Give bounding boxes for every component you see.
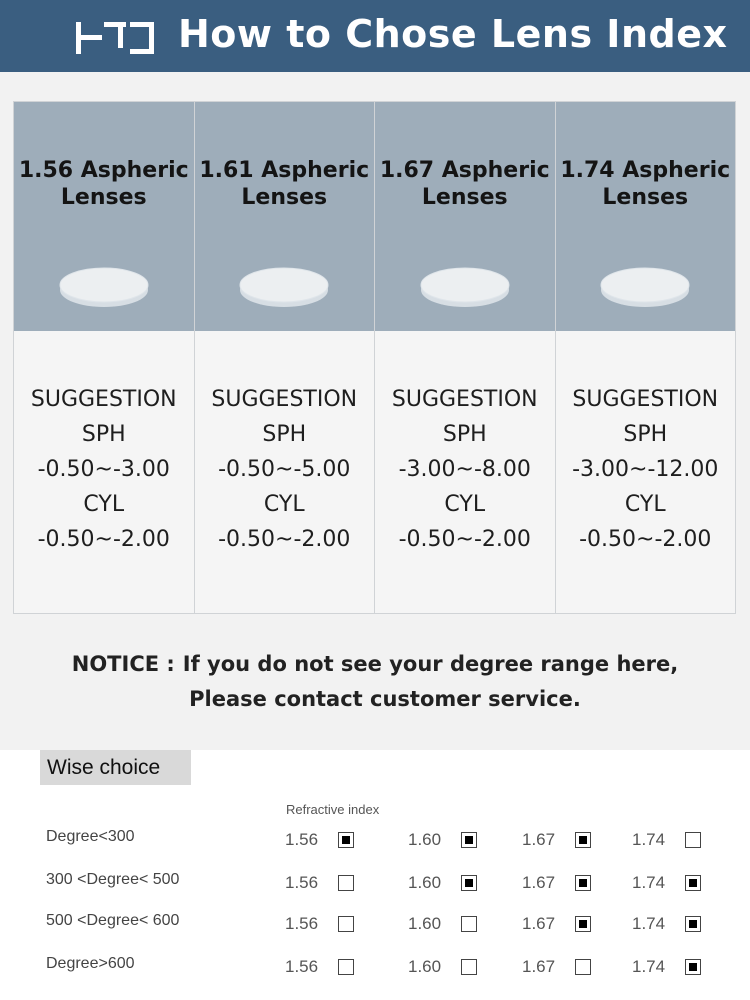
- lens-column-1-56: [14, 102, 195, 613]
- index-value: 1.60: [408, 830, 442, 849]
- sph-range: -3.00~-12.00: [572, 457, 719, 482]
- refractive-index-label: Refractive index: [286, 802, 380, 817]
- checkbox-empty-icon: [461, 959, 477, 975]
- degree-range-label: 300 <Degree< 500: [46, 871, 180, 888]
- index-value: 1.60: [408, 873, 442, 892]
- degree-range-label: Degree<300: [46, 828, 135, 845]
- sph-label: SPH: [442, 422, 487, 447]
- degree-row: [0, 873, 750, 897]
- lens-suggestion: [556, 331, 736, 613]
- lens-disc-icon: [420, 265, 510, 309]
- suggestion-label: SUGGESTION: [211, 387, 358, 412]
- cyl-range: -0.50~-2.00: [37, 527, 170, 552]
- index-option: [632, 830, 701, 850]
- notice-line-2: Please contact customer service.: [189, 687, 581, 711]
- degree-range-label: 500 <Degree< 600: [46, 912, 180, 929]
- lens-title: 1.67 Aspheric Lenses: [379, 158, 550, 210]
- index-option: [408, 830, 477, 850]
- index-value: 1.67: [522, 830, 556, 849]
- lens-disc-icon: [239, 265, 329, 309]
- cyl-label: CYL: [444, 492, 486, 517]
- lens-disc-icon: [59, 265, 149, 309]
- index-option: [522, 914, 591, 934]
- checkbox-checked-icon: [575, 832, 591, 848]
- index-value: 1.56: [285, 914, 319, 933]
- page-header: [0, 0, 750, 72]
- lens-comparison-table: [13, 101, 736, 614]
- cyl-label: CYL: [83, 492, 125, 517]
- index-option: [632, 914, 701, 934]
- degree-row: [0, 914, 750, 938]
- lens-column-header: [195, 102, 375, 331]
- checkbox-empty-icon: [338, 916, 354, 932]
- page-title: How to Chose Lens Index: [178, 12, 728, 56]
- cyl-range: -0.50~-2.00: [398, 527, 531, 552]
- checkbox-checked-icon: [685, 959, 701, 975]
- lens-suggestion: [195, 331, 375, 613]
- checkbox-checked-icon: [685, 875, 701, 891]
- index-value: 1.67: [522, 873, 556, 892]
- index-option: [522, 873, 591, 893]
- cyl-range: -0.50~-2.00: [218, 527, 351, 552]
- lens-suggestion: [375, 331, 555, 613]
- index-value: 1.60: [408, 957, 442, 976]
- checkbox-checked-icon: [461, 875, 477, 891]
- lens-column-1-61: [195, 102, 376, 613]
- sph-range: -0.50~-3.00: [37, 457, 170, 482]
- wise-choice-title: Wise choice: [40, 750, 191, 785]
- degree-row: [0, 830, 750, 854]
- index-option: [408, 873, 477, 893]
- index-value: 1.56: [285, 873, 319, 892]
- lens-title: 1.74 Aspheric Lenses: [560, 158, 731, 210]
- index-value: 1.74: [632, 957, 666, 976]
- checkbox-checked-icon: [575, 916, 591, 932]
- sph-label: SPH: [623, 422, 668, 447]
- brand-logo-icon: [74, 18, 156, 58]
- checkbox-empty-icon: [461, 916, 477, 932]
- index-option: [285, 873, 354, 893]
- checkbox-checked-icon: [461, 832, 477, 848]
- sph-range: -3.00~-8.00: [398, 457, 531, 482]
- lens-title: 1.61 Aspheric Lenses: [199, 158, 370, 210]
- index-option: [632, 873, 701, 893]
- lens-title: 1.56 Aspheric Lenses: [18, 158, 189, 210]
- notice-line-1: [0, 652, 750, 676]
- suggestion-label: SUGGESTION: [30, 387, 177, 412]
- notice-label: NOTICE :: [71, 652, 175, 676]
- index-option: [285, 957, 354, 977]
- index-value: 1.56: [285, 830, 319, 849]
- checkbox-empty-icon: [338, 875, 354, 891]
- lens-column-header: [375, 102, 555, 331]
- lens-column-header: [14, 102, 194, 331]
- lens-column-header: [556, 102, 736, 331]
- lens-column-1-74: [556, 102, 736, 613]
- suggestion-label: SUGGESTION: [391, 387, 538, 412]
- checkbox-checked-icon: [685, 916, 701, 932]
- index-option: [285, 914, 354, 934]
- index-option: [408, 957, 477, 977]
- index-value: 1.74: [632, 830, 666, 849]
- lens-column-1-67: [375, 102, 556, 613]
- index-option: [408, 914, 477, 934]
- checkbox-checked-icon: [575, 875, 591, 891]
- index-value: 1.74: [632, 914, 666, 933]
- sph-range: -0.50~-5.00: [218, 457, 351, 482]
- cyl-label: CYL: [263, 492, 305, 517]
- index-option: [632, 957, 701, 977]
- degree-row: [0, 957, 750, 981]
- suggestion-label: SUGGESTION: [572, 387, 719, 412]
- index-option: [285, 830, 354, 850]
- index-value: 1.56: [285, 957, 319, 976]
- cyl-label: CYL: [624, 492, 666, 517]
- index-value: 1.67: [522, 957, 556, 976]
- checkbox-empty-icon: [685, 832, 701, 848]
- sph-label: SPH: [81, 422, 126, 447]
- checkbox-empty-icon: [338, 959, 354, 975]
- checkbox-checked-icon: [338, 832, 354, 848]
- notice-text: If you do not see your degree range here,: [182, 652, 679, 676]
- checkbox-empty-icon: [575, 959, 591, 975]
- cyl-range: -0.50~-2.00: [579, 527, 712, 552]
- index-option: [522, 957, 591, 977]
- lens-suggestion: [14, 331, 194, 613]
- lens-disc-icon: [600, 265, 690, 309]
- sph-label: SPH: [262, 422, 307, 447]
- index-value: 1.67: [522, 914, 556, 933]
- index-option: [522, 830, 591, 850]
- index-value: 1.60: [408, 914, 442, 933]
- degree-range-label: Degree>600: [46, 955, 135, 972]
- index-value: 1.74: [632, 873, 666, 892]
